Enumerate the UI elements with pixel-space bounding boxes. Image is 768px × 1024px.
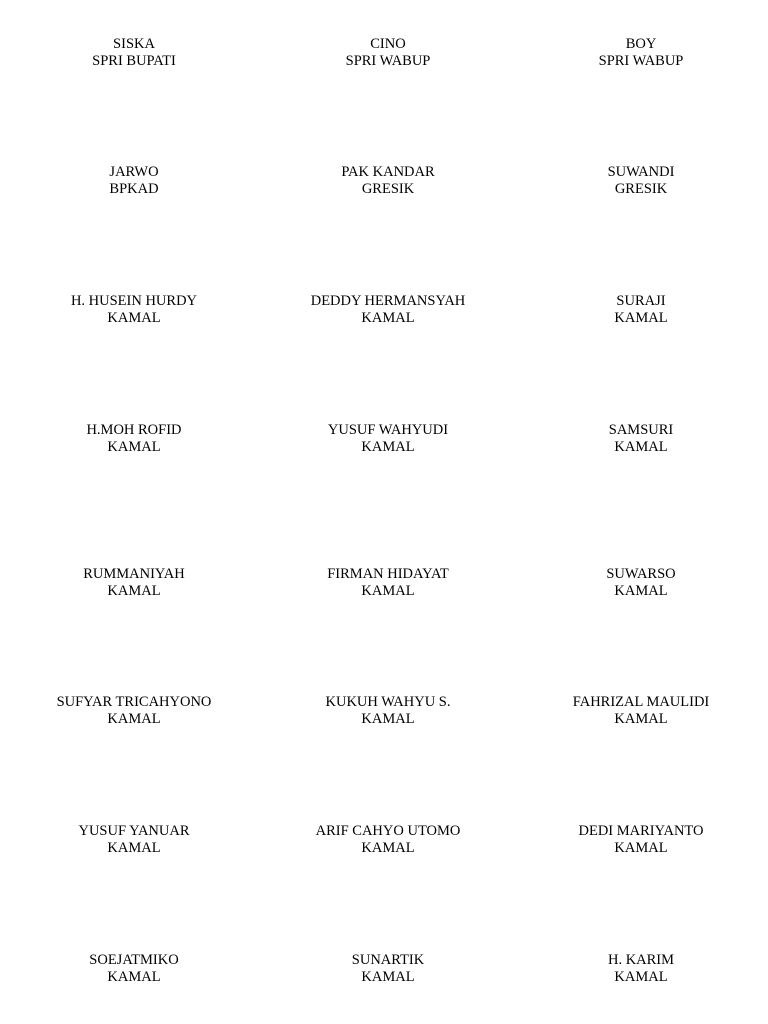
label-name: SOEJATMIKO: [89, 952, 179, 968]
label-place: GRESIK: [614, 181, 668, 197]
label-place: SPRI WABUP: [598, 53, 684, 69]
label-name: ARIF CAHYO UTOMO: [315, 823, 461, 839]
label-name: BOY: [625, 36, 657, 52]
label-place: KAMAL: [614, 310, 668, 326]
label-name: KUKUH WAHYU S.: [325, 694, 451, 710]
label-name: H. KARIM: [607, 952, 675, 968]
label-card: [273, 952, 503, 986]
label-card: [19, 164, 249, 198]
label-place: KAMAL: [614, 583, 668, 599]
label-name: H. HUSEIN HURDY: [70, 293, 198, 309]
label-name: DEDDY HERMANSYAH: [310, 293, 466, 309]
label-card: [19, 823, 249, 857]
label-place: KAMAL: [614, 439, 668, 455]
label-place: KAMAL: [614, 711, 668, 727]
label-card: [273, 694, 503, 728]
label-place: SPRI BUPATI: [92, 53, 176, 69]
label-name: SUFYAR TRICAHYONO: [56, 694, 212, 710]
label-card: [526, 694, 756, 728]
label-name: CINO: [370, 36, 406, 52]
label-name: SURAJI: [616, 293, 666, 309]
label-place: KAMAL: [107, 583, 161, 599]
label-name: SISKA: [113, 36, 155, 52]
label-name: FIRMAN HIDAYAT: [327, 566, 449, 582]
label-card: [273, 422, 503, 456]
label-card: [526, 952, 756, 986]
label-place: KAMAL: [361, 711, 415, 727]
label-card: [19, 422, 249, 456]
label-place: SPRI WABUP: [345, 53, 431, 69]
label-name: SAMSURI: [608, 422, 674, 438]
label-place: BPKAD: [109, 181, 159, 197]
label-card: [273, 823, 503, 857]
label-card: [19, 293, 249, 327]
label-card: [273, 164, 503, 198]
label-card: [526, 164, 756, 198]
label-card: [526, 36, 756, 70]
label-card: [19, 36, 249, 70]
label-name: YUSUF YANUAR: [78, 823, 190, 839]
label-place: KAMAL: [107, 310, 161, 326]
label-name: YUSUF WAHYUDI: [327, 422, 449, 438]
label-place: KAMAL: [107, 711, 161, 727]
label-name: FAHRIZAL MAULIDI: [572, 694, 710, 710]
label-name: H.MOH ROFID: [86, 422, 182, 438]
label-card: [19, 694, 249, 728]
label-name: SUWARSO: [606, 566, 676, 582]
label-name: SUNARTIK: [351, 952, 425, 968]
label-card: [526, 566, 756, 600]
label-name: RUMMANIYAH: [83, 566, 185, 582]
label-name: DEDI MARIYANTO: [578, 823, 704, 839]
label-place: KAMAL: [614, 840, 668, 856]
label-card: [526, 823, 756, 857]
label-place: KAMAL: [361, 439, 415, 455]
label-place: KAMAL: [107, 969, 161, 985]
label-card: [19, 566, 249, 600]
label-card: [526, 422, 756, 456]
label-card: [273, 293, 503, 327]
label-place: KAMAL: [614, 969, 668, 985]
label-place: KAMAL: [107, 439, 161, 455]
label-name: JARWO: [109, 164, 159, 180]
label-card: [273, 566, 503, 600]
label-place: KAMAL: [361, 969, 415, 985]
label-place: GRESIK: [361, 181, 415, 197]
label-place: KAMAL: [361, 583, 415, 599]
label-place: KAMAL: [361, 840, 415, 856]
label-name: PAK KANDAR: [341, 164, 435, 180]
label-card: [273, 36, 503, 70]
label-name: SUWANDI: [607, 164, 675, 180]
label-place: KAMAL: [361, 310, 415, 326]
label-card: [526, 293, 756, 327]
label-card: [19, 952, 249, 986]
label-place: KAMAL: [107, 840, 161, 856]
